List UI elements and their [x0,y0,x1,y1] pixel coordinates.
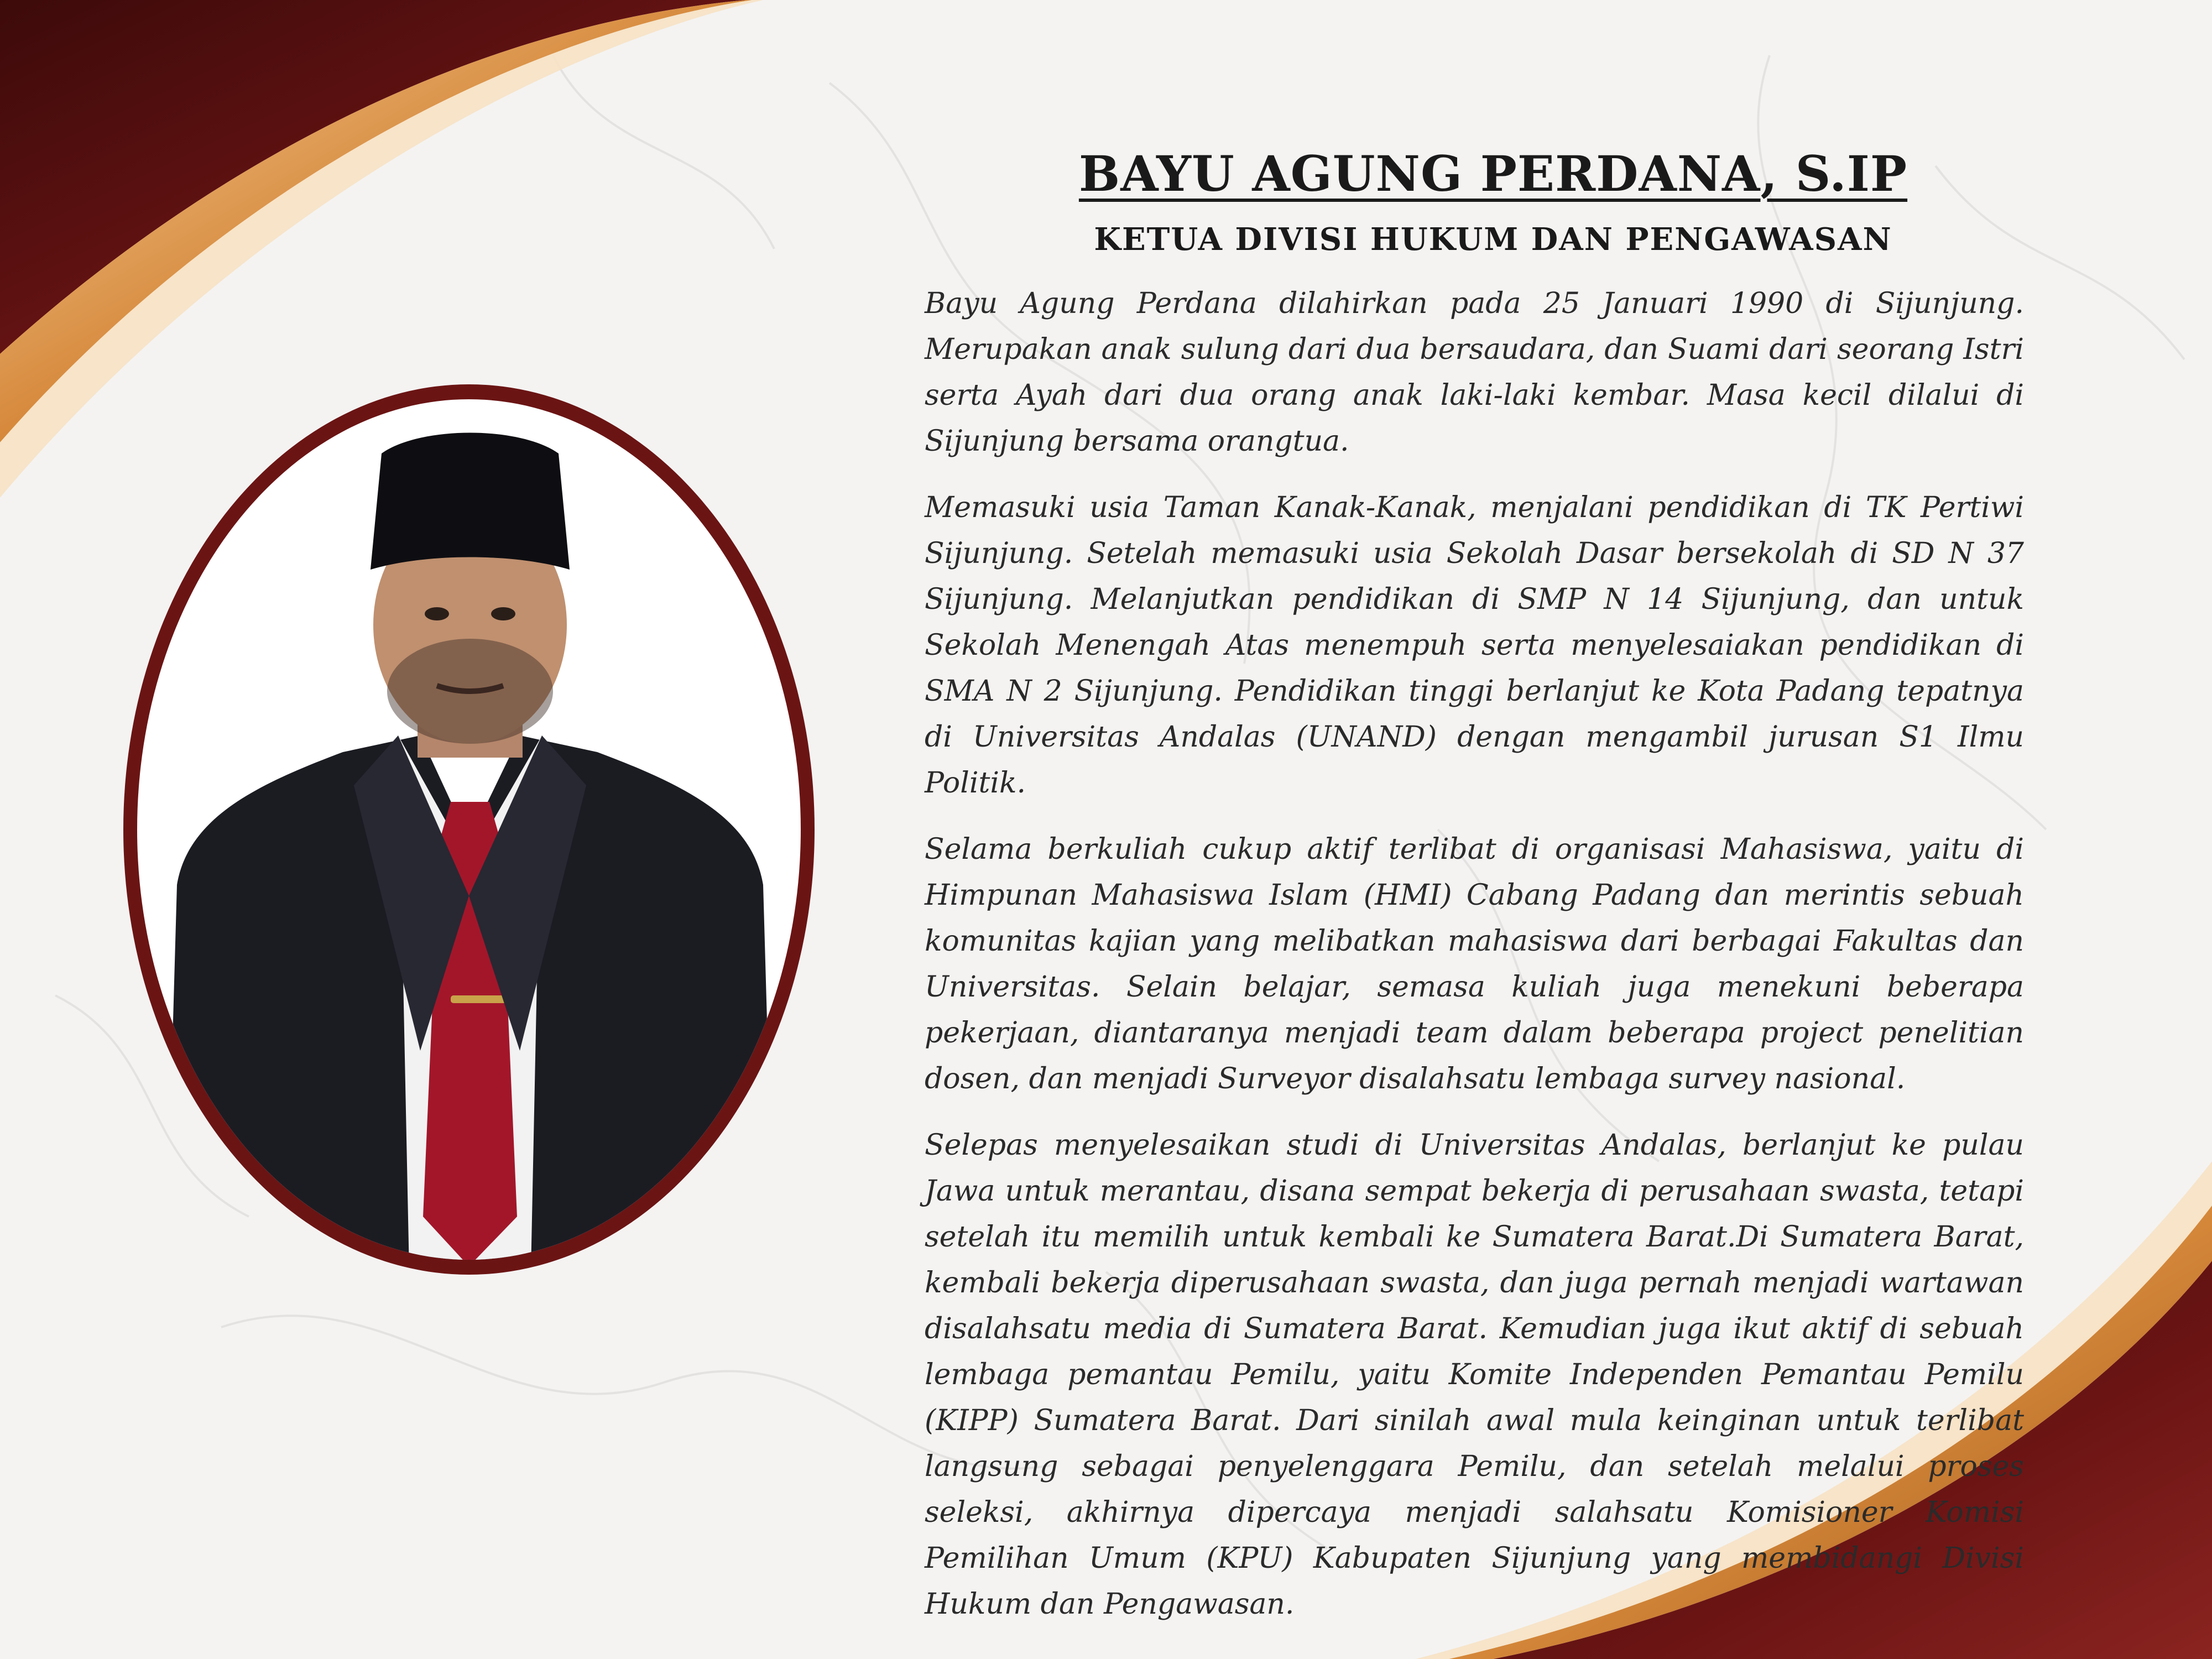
profile-position: KETUA DIVISI HUKUM DAN PENGAWASAN [1094,221,1892,258]
bio-paragraph-1: Bayu Agung Perdana dilahirkan pada 25 Januari 1990 di Sijunjung. Merupakan anak sulung dari dua bersaudara, dan Suami dari seorang Istri serta Ayah dari dua orang anak laki-laki kembar. Masa kecil dilalui di Sijunjung bersama orangtua. [925,287,2024,458]
bio-paragraph-3: Selama berkuliah cukup aktif terlibat di organisasi Mahasiswa, yaitu di Himpunan Mahasiswa Islam (HMI) Cabang Padang dan merintis sebuah komunitas kajian yang melibatkan mahasiswa dari berbagai Fakultas dan Universitas. Selain belajar, semasa kuliah juga menekuni beberapa pekerjaan, diantaranya menjadi team dalam beberapa project penelitian dosen, dan menjadi Surveyor disalahsatu lembaga survey nasional. [925,833,2024,1095]
peci-cap [371,433,570,570]
profile-header [918,145,2068,258]
bio-paragraph-4: Selepas menyelesaikan studi di Universitas Andalas, berlanjut ke pulau Jawa untuk merantau, disana sempat bekerja di perusahaan swasta, tetapi setelah itu memilih untuk kembali ke Sumatera Barat.Di Sumatera Barat, kembali bekerja diperusahaan swasta, dan juga pernah menjadi wartawan disalahsatu media di Sumatera Barat. Kemudian juga ikut aktif di sebuah lembaga pemantau Pemilu, yaitu Komite Independen Pemantau Pemilu (KIPP) Sumatera Barat. Dari sinilah awal mula keinginan untuk terlibat langsung sebagai penyelenggara Pemilu, dan setelah melalui proses seleksi, akhirnya dipercaya menjadi salahsatu Komisioner Komisi Pemilihan Umum (KPU) Kabupaten Sijunjung yang membidangi Divisi Hukum dan Pengawasan. [925,1129,2024,1621]
biography [925,281,2024,1648]
bio-paragraph-2: Memasuki usia Taman Kanak-Kanak, menjalani pendidikan di TK Pertiwi Sijunjung. Setelah memasuki usia Sekolah Dasar bersekolah di SD N 37 Sijunjung. Melanjutkan pendidikan di SMP N 14 Sijunjung, dan untuk Sekolah Menengah Atas menempuh serta menyelesaiakan pendidikan di SMA N 2 Sijunjung. Pendidikan tinggi berlanjut ke Kota Padang tepatnya di Universitas Andalas (UNAND) dengan mengambil jurusan S1 Ilmu Politik. [925,491,2024,800]
profile-name: BAYU AGUNG PERDANA, S.IP [1078,145,1908,202]
